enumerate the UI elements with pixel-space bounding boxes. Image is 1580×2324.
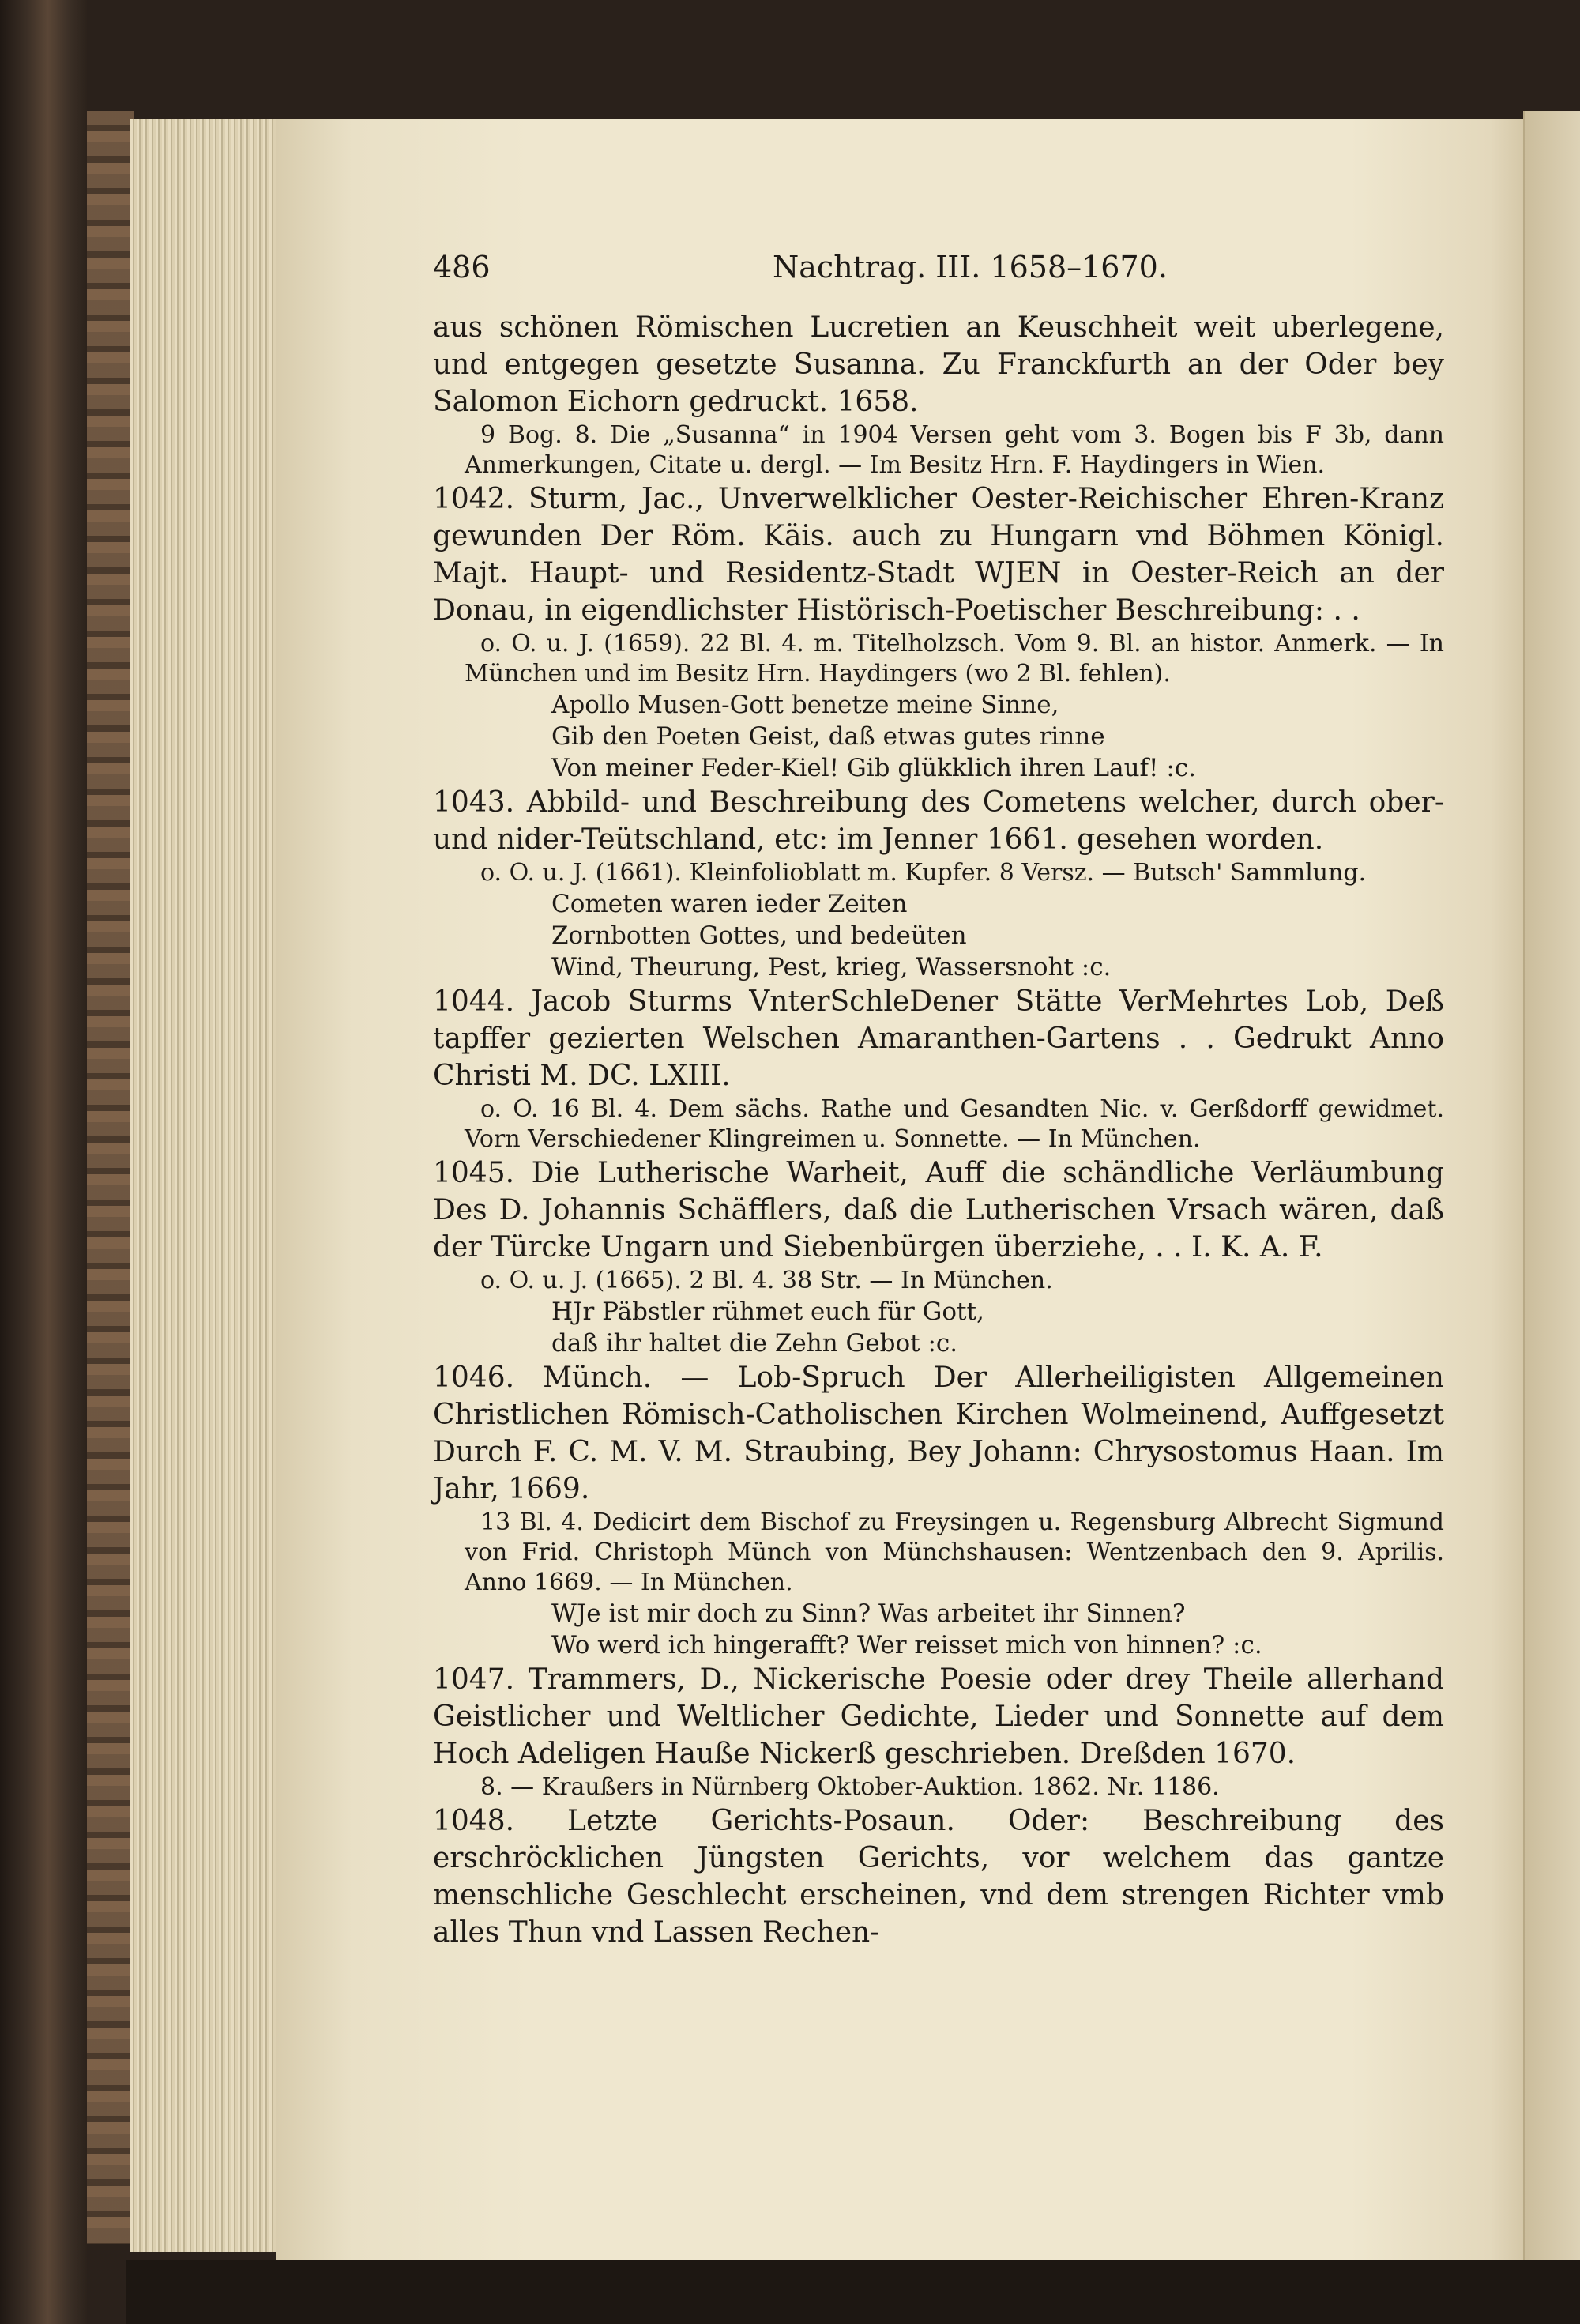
running-title: Nachtrag. III. 1658–1670. [773,250,1168,284]
page-number: 486 [433,250,491,284]
entry-1043: 1043. Abbild- und Beschreibung des Cometens welcher, durch ober- und nider-Teütschland, etc: im Jenner 1661. gesehen worden. [433,786,1444,856]
entry-note: 8. — Kraußers in Nürnberg Oktober-Auktion. 1862. Nr. 1186. [480,1773,1220,1801]
verse-line: WJe ist mir doch zu Sinn? Was arbeitet ihr Sinnen? [551,1599,1186,1628]
page-text [433,249,1444,1951]
book-spine [87,111,134,2244]
entry-1048: 1048. Letzte Gerichts-Posaun. Oder: Beschreibung des erschröcklichen Jüngsten Gerichts, vor welchem das gantze menschliche Geschlecht erscheinen, vnd dem strengen Richter vmb alles Thun vnd Lassen Rechen- [433,1805,1444,1949]
verse-line: Von meiner Feder-Kiel! Gib glükklich ihren Lauf! :c. [551,754,1196,782]
verse-line: Gib den Poeten Geist, daß etwas gutes rinne [551,722,1105,751]
entry-note: o. O. u. J. (1665). 2 Bl. 4. 38 Str. — In München. [480,1267,1053,1294]
verse-quote [433,689,1444,784]
entry-1045: 1045. Die Lutherische Warheit, Auff die schändliche Verläumbung Des D. Johannis Schäfflers, daß die Lutherischen Vrsach wären, daß der Türcke Ungarn und Siebenbürgen überziehe, . . I. K. A. F. [433,1157,1444,1264]
entry-1047: 1047. Trammers, D., Nickerische Poesie oder drey Theile allerhand Geistlicher und Weltlicher Gedichte, Lieder und Sonnette auf dem Hoch Adeligen Hauße Nickerß geschrieben. Dreßden 1670. [433,1663,1444,1770]
entry-1042: 1042. Sturm, Jac., Unverwelklicher Oester-Reichischer Ehren-Kranz gewunden Der Röm. Käis. auch zu Hungarn vnd Böhmen Königl. Majt. Haupt- und Residentz-Stadt WJEN in Oester-Reich an der Donau, in eigendlichster Histörisch-Poetischer Beschreibung: . . [433,483,1444,627]
entry-text: aus schönen Römischen Lucretien an Keuschheit weit uberlegene, und entgegen gesetzte Susanna. Zu Franckfurth an der Oder bey Salomon Eichorn gedruckt. 1658. [433,311,1444,418]
verse-quote [433,888,1444,983]
verse-quote [433,1296,1444,1359]
verse-line: daß ihr haltet die Zehn Gebot :c. [551,1329,958,1358]
entry-note: 13 Bl. 4. Dedicirt dem Bischof zu Freysingen u. Regensburg Albrecht Sigmund von Frid. Christoph Münch von Münchshausen: Wentzenbach den 9. Aprilis. Anno 1669. — In München. [465,1509,1444,1596]
bottom-shadow [126,2260,1580,2324]
entry-note: 9 Bog. 8. Die „Susanna“ in 1904 Versen geht vom 3. Bogen bis F 3b, dann Anmerkungen, Citate u. dergl. — Im Besitz Hrn. F. Haydingers in Wien. [465,421,1444,479]
facing-page-edge [1523,111,1580,2276]
book-cover-edge [0,0,87,2324]
verse-quote [433,1598,1444,1661]
entry-1046: 1046. Münch. — Lob-Spruch Der Allerheiligisten Allgemeinen Christlichen Römisch-Catholischen Kirchen Wolmeinend, Auffgesetzt Durch F. C. M. V. M. Straubing, Bey Johann: Chrysostomus Haan. Im Jahr, 1669. [433,1362,1444,1505]
verse-line: Wind, Theurung, Pest, krieg, Wassersnoht :c. [551,953,1112,981]
verse-line: Apollo Musen-Gott benetze meine Sinne, [551,691,1059,719]
page-stack-edge [130,119,288,2252]
verse-line: Zornbotten Gottes, und bedeüten [551,921,967,950]
verse-line: Cometen waren ieder Zeiten [551,890,908,918]
running-header [433,249,1444,293]
entry-note: o. O. 16 Bl. 4. Dem sächs. Rathe und Gesandten Nic. v. Gerßdorff gewidmet. Vorn Verschiedener Klingreimen u. Sonnette. — In München. [465,1095,1444,1153]
entry-note: o. O. u. J. (1661). Kleinfolioblatt m. Kupfer. 8 Versz. — Butsch' Sammlung. [480,859,1367,887]
entry-1044: 1044. Jacob Sturms VnterSchleDener Stätte VerMehrtes Lob, Deß tapffer gezierten Welschen Amaranthen-Gartens . . Gedrukt Anno Christi M. DC. LXIII. [433,985,1444,1092]
entry-note: o. O. u. J. (1659). 22 Bl. 4. m. Titelholzsch. Vom 9. Bl. an histor. Anmerk. — In München und im Besitz Hrn. Haydingers (wo 2 Bl. fehlen). [465,630,1444,687]
verse-line: Wo werd ich hingerafft? Wer reisset mich von hinnen? :c. [551,1631,1262,1659]
verse-line: HJr Päbstler rühmet euch für Gott, [551,1298,984,1326]
